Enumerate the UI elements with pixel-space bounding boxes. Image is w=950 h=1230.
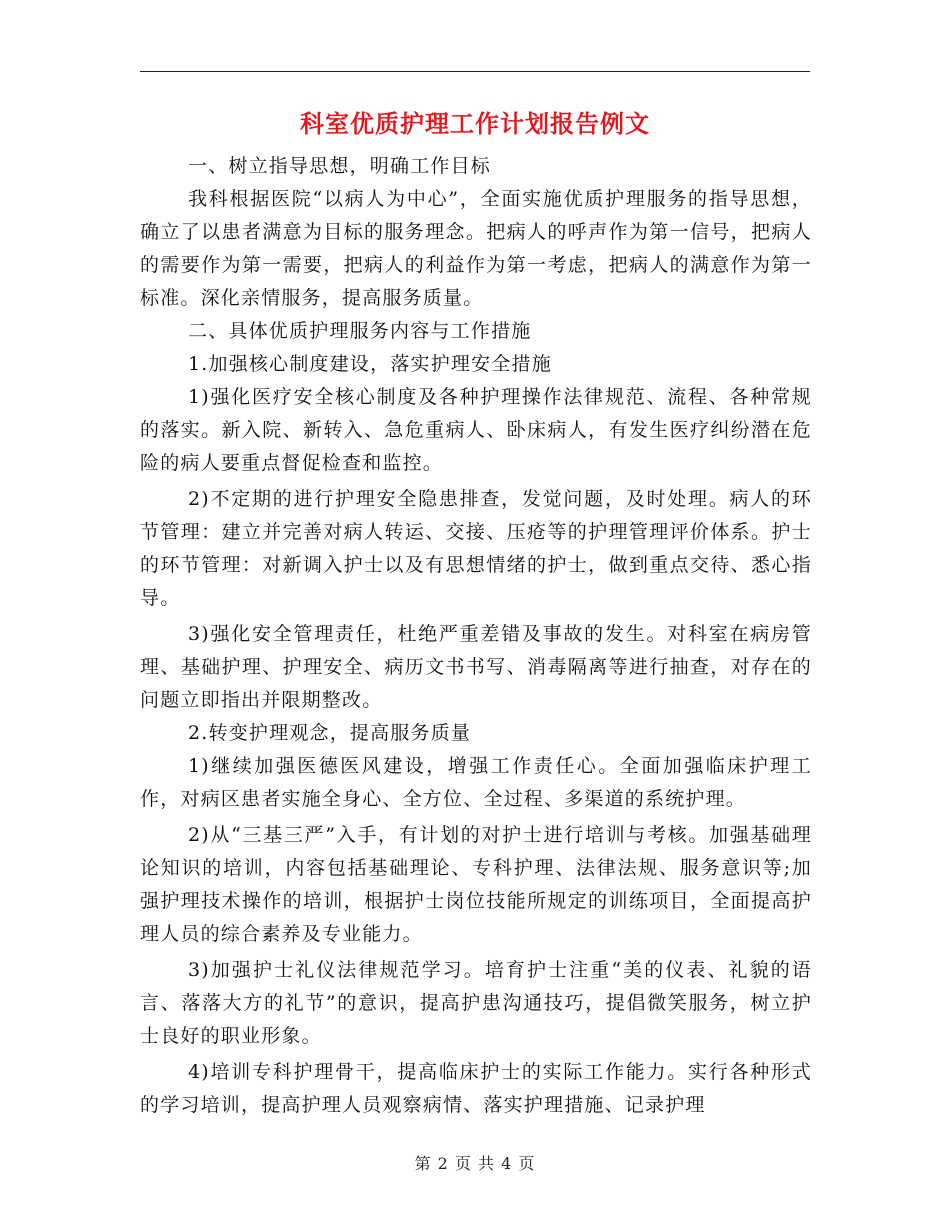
- subsection-heading: 1.加强核心制度建设，落实护理安全措施: [188, 353, 552, 375]
- section-heading: 一、树立指导思想，明确工作目标: [188, 155, 492, 177]
- section-heading: 二、具体优质护理服务内容与工作措施: [188, 320, 532, 342]
- body-paragraph: 我科根据医院“以病人为中心”，全面实施优质护理服务的指导思想，确立了以患者满意为目标的服务理念。把病人的呼声作为第一信号，把病人的需要作为第一需要，把病人的利益作为第一考虑，把病人的满意作为第一标准。深化亲情服务，提高服务质量。: [140, 188, 812, 309]
- list-item: 2)不定期的进行护理安全隐患排查，发觉问题，及时处理。病人的环节管理：建立并完善对病人转运、交接、压疮等的护理管理评价体系。护士的环节管理：对新调入护士以及有思想情绪的护士，做到重点交待、悉心指导。: [140, 488, 812, 609]
- document-body: [140, 150, 812, 1122]
- page-number: 第 2 页 共 4 页: [414, 1154, 536, 1173]
- document-title: 科室优质护理工作计划报告例文: [300, 109, 650, 138]
- list-item: 3)强化安全管理责任，杜绝严重差错及事故的发生。对科室在病房管理、基础护理、护理安全、病历文书书写、消毒隔离等进行抽查，对存在的问题立即指出并限期整改。: [140, 623, 812, 711]
- list-item: 4)培训专科护理骨干，提高临床护士的实际工作能力。实行各种形式的学习培训，提高护理人员观察病情、落实护理措施、记录护理: [140, 1061, 812, 1116]
- list-item: 2)从“三基三严”入手，有计划的对护士进行培训与考核。加强基础理论知识的培训，内容包括基础理论、专科护理、法律法规、服务意识等;加强护理技术操作的培训，根据护士岗位技能所规定的训练项目，全面提高护理人员的综合素养及专业能力。: [140, 824, 812, 945]
- header-rule: [140, 71, 810, 72]
- list-item: 1)强化医疗安全核心制度及各种护理操作法律规范、流程、各种常规的落实。新入院、新转入、急危重病人、卧床病人，有发生医疗纠纷潜在危险的病人要重点督促检查和监控。: [140, 386, 812, 474]
- subsection-heading: 2.转变护理观念，提高服务质量: [188, 722, 472, 744]
- list-item: 1)继续加强医德医风建设，增强工作责任心。全面加强临床护理工作，对病区患者实施全身心、全方位、全过程、多渠道的系统护理。: [140, 755, 812, 810]
- list-item: 3)加强护士礼仪法律规范学习。培育护士注重“美的仪表、礼貌的语言、落落大方的礼节”的意识，提高护患沟通技巧，提倡微笑服务，树立护士良好的职业形象。: [140, 959, 812, 1047]
